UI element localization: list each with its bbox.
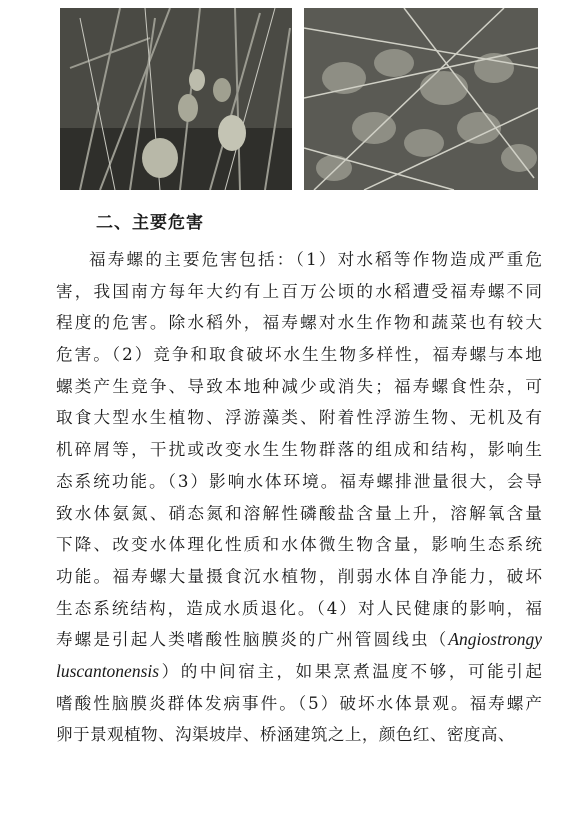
text-line xyxy=(56,244,542,276)
line-text: 害，我国南方每年大约有上百万公顷的水稻遭受福寿螺不同 xyxy=(56,281,542,301)
text-line xyxy=(56,434,542,466)
text-line xyxy=(56,402,542,434)
line-text: 机碎屑等，干扰或改变水生生物群落的组成和结构，影响生 xyxy=(56,440,542,460)
line-text: 功能。福寿螺大量摄食沉水植物，削弱水体自净能力，破坏 xyxy=(56,566,542,586)
line-text: 危害。（2）竞争和取食破坏水生生物多样性，福寿螺与本地 xyxy=(56,345,542,365)
text-line xyxy=(56,339,542,371)
line-text: 卵于景观植物、沟渠坡岸、桥涵建筑之上，颜色红、密度高、 xyxy=(56,725,515,745)
line-text: 态系统功能。（3）影响水体环境。福寿螺排泄量很大，会导 xyxy=(56,471,542,491)
text-line xyxy=(56,371,542,403)
photo-right-graphic xyxy=(304,8,538,190)
text-line xyxy=(56,561,542,593)
latin-name-text: luscantonensis xyxy=(56,660,160,681)
line-text: 下降、改变水体理化性质和水体微生物含量，影响生态系统 xyxy=(56,535,542,555)
text-line xyxy=(56,593,542,625)
text-line xyxy=(56,656,542,688)
text-line xyxy=(56,624,542,656)
latin-name-text: Angiostrongy xyxy=(448,629,542,650)
text-line xyxy=(56,719,542,751)
line-text: ）的中间宿主，如果烹煮温度不够，可能引起 xyxy=(159,661,542,681)
line-text: 福寿螺的主要危害包括：（1）对水稻等作物造成严重危 xyxy=(89,250,542,269)
line-text: 程度的危害。除水稻外，福寿螺对水生作物和蔬菜也有较大 xyxy=(56,313,542,333)
line-text: 致水体氨氮、硝态氮和溶解性磷酸盐含量上升，溶解氧含量 xyxy=(56,503,542,523)
photo-aquatic-plants xyxy=(304,8,538,190)
text-line xyxy=(56,276,542,308)
line-text: 螺类产生竞争、导致本地种减少或消失；福寿螺食性杂，可 xyxy=(56,376,542,396)
text-line xyxy=(56,529,542,561)
text-line xyxy=(56,688,542,720)
line-text: 嗜酸性脑膜炎群体发病事件。（5）破坏水体景观。福寿螺产 xyxy=(56,693,542,713)
text-line xyxy=(56,307,542,339)
line-text: 取食大型水生植物、浮游藻类、附着性浮游生物、无机及有 xyxy=(56,408,542,428)
text-line xyxy=(56,466,542,498)
photo-snail-eggs-on-stems xyxy=(60,8,292,190)
text-line xyxy=(56,498,542,530)
paragraph xyxy=(56,244,542,751)
line-text: 寿螺是引起人类嗜酸性脑膜炎的广州管圆线虫（ xyxy=(56,630,449,650)
section-heading: 二、主要危害 xyxy=(96,213,204,233)
photo-left-graphic xyxy=(60,8,292,190)
line-text: 生态系统结构，造成水质退化。（4）对人民健康的影响，福 xyxy=(56,598,542,618)
